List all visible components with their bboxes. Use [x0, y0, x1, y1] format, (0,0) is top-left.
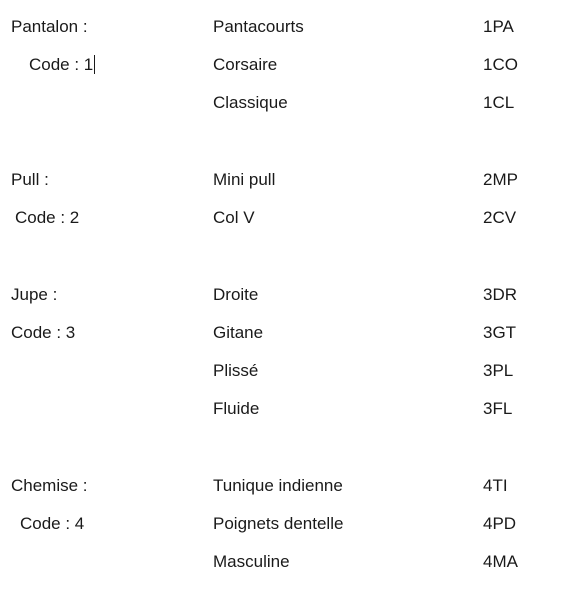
- code-label: Code : 3: [11, 323, 76, 342]
- item-ref: 4MA: [483, 552, 518, 571]
- item-ref: 3GT: [483, 323, 517, 342]
- item-name: Masculine: [213, 552, 290, 571]
- item-name: Col V: [213, 208, 255, 227]
- item-ref: 2MP: [483, 170, 518, 189]
- item-name: Corsaire: [213, 55, 278, 74]
- item-ref: 3PL: [483, 361, 514, 380]
- code-label: Code : 4: [20, 514, 85, 533]
- code-text: Code : 1: [29, 55, 94, 74]
- category-label: Pull :: [11, 170, 49, 189]
- item-name: Tunique indienne: [213, 476, 343, 495]
- item-ref: 3FL: [483, 399, 513, 418]
- code-label: [29, 55, 95, 75]
- item-ref: 2CV: [483, 208, 517, 227]
- item-name: Poignets dentelle: [213, 514, 344, 533]
- item-ref: 4TI: [483, 476, 508, 495]
- item-name: Fluide: [213, 399, 260, 418]
- item-ref: 1CO: [483, 55, 518, 74]
- code-label: Code : 2: [15, 208, 80, 227]
- item-name: Plissé: [213, 361, 259, 380]
- item-ref: 1PA: [483, 17, 514, 36]
- category-label: Chemise :: [11, 476, 88, 495]
- item-name: Droite: [213, 285, 259, 304]
- item-name: Classique: [213, 93, 288, 112]
- text-cursor: [94, 55, 95, 74]
- item-ref: 1CL: [483, 93, 515, 112]
- category-label: Jupe :: [11, 285, 58, 304]
- item-ref: 3DR: [483, 285, 518, 304]
- item-ref: 4PD: [483, 514, 517, 533]
- category-label: Pantalon :: [11, 17, 88, 36]
- item-name: Mini pull: [213, 170, 276, 189]
- item-name: Gitane: [213, 323, 264, 342]
- item-name: Pantacourts: [213, 17, 304, 36]
